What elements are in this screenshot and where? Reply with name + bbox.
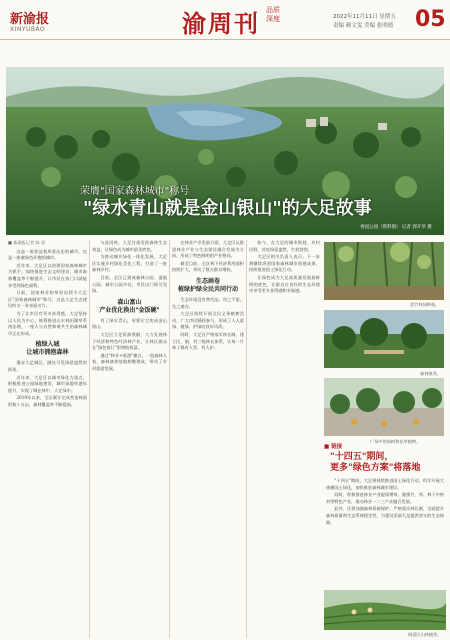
hero-kicker: 荣膺"国家森林城市"称号 [80, 186, 190, 197]
hero-photo-caption: 香国公园（资料图） 记者 郭开华 摄 [360, 225, 432, 230]
paragraph: 大足区相关负责人表示，下一步将继续巩固国家森林城市创建成果，持续推进国土绿化行动。 [249, 254, 320, 273]
editors-credit: 责编 颜文雯 美编 张明德 [333, 23, 394, 29]
paragraph: 大足区持续开展全民义务植树活动，广大市民踊跃参与，形成了人人爱绿、植绿、护绿的良好风尚。 [172, 311, 244, 330]
paragraph: 有了绿水青山，更要让它变成金山银山。 [92, 317, 167, 330]
sidebar-title: "十四五"期间， 更多"绿色方案"将落地 [330, 452, 421, 473]
paragraph: 大足区立足资源禀赋，大力发展林下经济和特色经济林产业，让林区群众在"绿色银行"里增收致富。 [92, 331, 167, 351]
newspaper-logo: 新渝报 [10, 12, 50, 27]
paragraph: 截至目前，全区林下经济利用面积持续扩大，带动了数万群众增收。 [172, 260, 244, 273]
photo-caption: 广场中的绿树和花草植物。 [370, 439, 421, 444]
sidebar-body [326, 478, 444, 588]
photo-caption: 森林康养。 [420, 371, 441, 376]
paragraph: 在林业产业发展方面，大足区以推进林业产业与生态建设融合发展为方向，形成了特色鲜明的产业格局。 [172, 240, 244, 259]
photo-bamboo-mushroom [324, 242, 444, 300]
masthead [0, 0, 450, 40]
sidebar-link-box [324, 442, 446, 638]
photo-square-plants [324, 378, 444, 436]
paragraph: 让绿色成为大足高质量发展最鲜明的底色，让群众在良好的生态环境中享受更多获得感和幸福感。 [249, 274, 320, 294]
paragraph: 近年来，大足区以创建国家森林城市为抓手，加快推进生态文明建设，城市森林覆盖率不断提升，让市民在家门口就能享受到绿色福利。 [8, 262, 87, 288]
article-column-2 [92, 240, 167, 638]
photo-caption: 铜梁区山林植茶。 [408, 632, 442, 637]
paragraph: 这是一座积淀着厚重历史的城市，也是一座被绿色环抱的城市。 [8, 248, 87, 261]
issue-date: 2022年11月11日 星期五 [333, 14, 396, 20]
subheading: 森山富山 产业优化换出"金饭碗" [99, 298, 160, 314]
paragraph: 近年来，大足区以城市绿化为重点，积极推进公园绿地建设，城市绿地率逐年提升，实现了城在林中、人在绿中。 [8, 374, 87, 393]
paragraph: 通过"林业+旅游"模式，一批森林人家、森林康养基地相继建成，带动了乡村旅游发展。 [92, 352, 167, 371]
byline: ■ 新渝报记者 陈 思 [8, 240, 46, 245]
article-column-3 [172, 240, 244, 638]
section-title: 渝周刊 [182, 10, 260, 38]
paragraph: 为了让市民有更多获得感，大足坚持以人民为中心，统筹推进山水林田湖草系统治理，一座人与自然和谐共生的森林城市正在形成。 [8, 310, 87, 336]
paragraph: 漫步大足城区，随处可见绿意盎然的街景。 [8, 360, 87, 372]
photo-forest-wellness [324, 310, 444, 368]
subheading: 生态画卷 植绿护绿全民共同行动 [177, 277, 238, 293]
paragraph: 生态环境没有替代品，用之不觉，失之难存。 [172, 296, 244, 309]
article-column-1 [8, 240, 87, 638]
paragraph: 同时，积极推进林业产业提质增效，做强竹、笋、林下中药材等特色产业，推动林业一二三产业融合发展。 [326, 492, 444, 504]
photo-tea-mountain [324, 590, 446, 630]
column-divider [169, 240, 170, 638]
bamboo-forest-image [324, 242, 444, 300]
paragraph: 日前，国家林业和草原局授予大足区"国家森林城市"称号，这是大足生态建设的又一张亮丽名片。 [8, 290, 87, 309]
page-number: 05 [415, 7, 446, 32]
paragraph: 2019年以来，全区累计完成营造林面积数十万亩，森林覆盖率不断提高。 [8, 395, 87, 407]
column-divider [246, 240, 247, 638]
column-divider [89, 240, 90, 638]
paragraph: 此外，还将加强森林资源保护，严格落实林长制，全面提升森林质量和生态系统稳定性，为建设美丽大足提供坚实的生态保障。 [326, 506, 444, 525]
paragraph: 同时，大足区严格落实林长制，建立区、镇、村三级林长体系，让每一片林子都有人管、有人护。 [172, 331, 244, 351]
article-column-4 [249, 240, 320, 638]
paragraph: 与此同时，大足注重发挥森林生态效益，让绿色成为城市最美底色。 [92, 240, 167, 252]
photo-caption: 雷竹林间种菇。 [410, 302, 440, 307]
forest-wellness-image [324, 310, 444, 368]
section-badge: 品质 深度 [266, 6, 280, 23]
paragraph: 如今，在大足的城市街巷、乡村田野，处处绿意盎然，生机勃勃。 [249, 240, 320, 252]
newspaper-logo-subtitle: XINYUBAO [10, 26, 46, 33]
paragraph: "十四五"期间，大足将持续推进国土绿化行动，科学开展大规模国土绿化，加快推进森林城市建设。 [326, 478, 444, 490]
square-greenery-image [324, 378, 444, 436]
paragraph: 目前，全区已建成森林公园、湿地公园、城市公园多处，市民出门即可见绿。 [92, 274, 167, 294]
paragraph: 为推动城乡绿化一体化发展，大足区实施乡村绿化美化工程，打造了一批森林乡村。 [92, 254, 167, 273]
headline: "绿水青山就是金山银山"的大足故事 [83, 198, 372, 219]
subheading: 植绿入城 让城市拥抱森林 [26, 341, 69, 357]
tea-plantation-image [324, 590, 446, 630]
sidebar-tag: ■ 链接 [324, 444, 343, 450]
